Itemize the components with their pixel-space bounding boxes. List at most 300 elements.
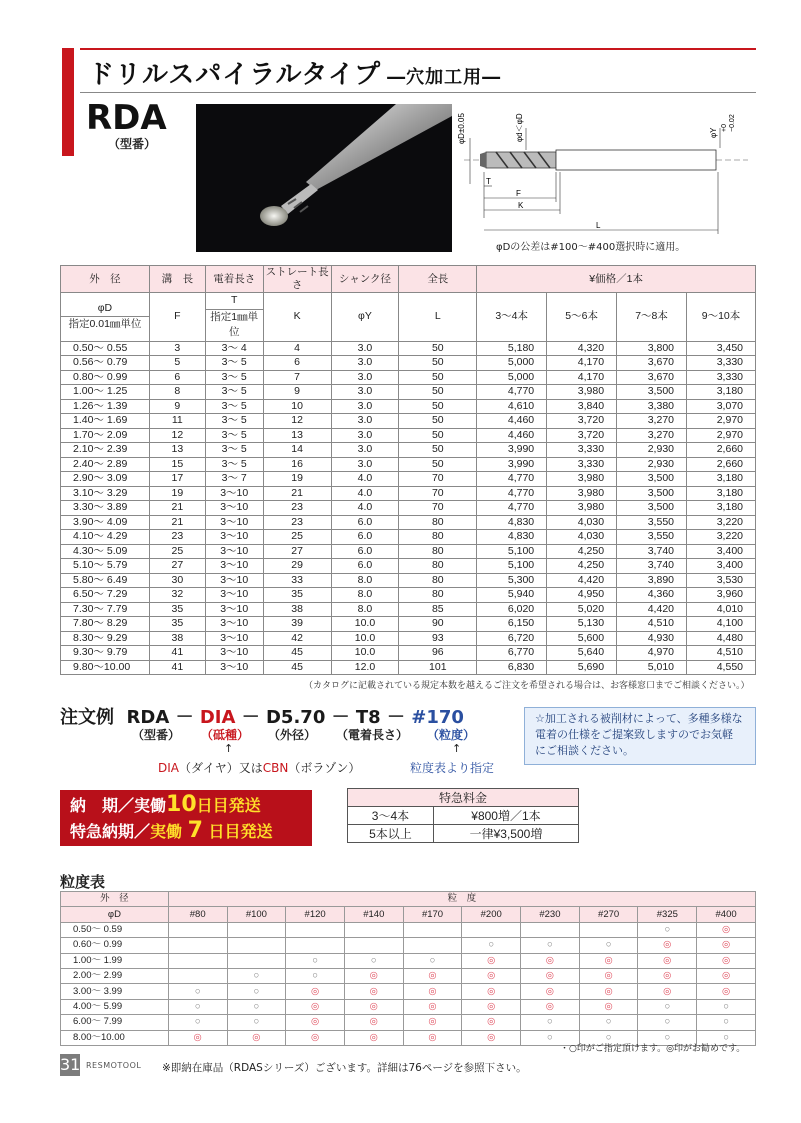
spec-cell: 6,770 <box>477 646 547 661</box>
spec-row <box>61 544 756 559</box>
order-grit: DIA <box>199 707 236 728</box>
spec-cell: 3.0 <box>331 399 399 414</box>
spec-cell: 23 <box>263 515 331 530</box>
spec-cell: 50 <box>399 457 477 472</box>
spec-cell: 4.10～ 4.29 <box>61 530 150 545</box>
dim-label-t: T <box>486 177 491 186</box>
grain-mark: ◎ <box>344 1015 403 1030</box>
grain-mark <box>462 922 521 937</box>
grain-mark: ○ <box>697 1030 756 1045</box>
th-L: L <box>399 293 477 342</box>
spec-cell: 50 <box>399 370 477 385</box>
grain-mark: ◎ <box>462 1015 521 1030</box>
grain-dia: 2.00～ 2.99 <box>61 968 169 983</box>
grit-arrow: ↑ <box>224 742 234 755</box>
spec-cell: 3～10 <box>205 544 263 559</box>
grain-th-grain: 粒 度 <box>168 892 755 907</box>
spec-cell: 3,330 <box>687 370 756 385</box>
spec-cell: 90 <box>399 617 477 632</box>
spec-cell: 3,800 <box>617 341 687 356</box>
spec-cell: 6 <box>263 356 331 371</box>
spec-cell: 3～10 <box>205 646 263 661</box>
top-rule <box>80 48 756 50</box>
grain-dia: 3.00～ 3.99 <box>61 984 169 999</box>
spec-cell: 1.26～ 1.39 <box>61 399 150 414</box>
spec-cell: 3.0 <box>331 414 399 429</box>
spec-cell: 6.0 <box>331 544 399 559</box>
spec-cell: 3.0 <box>331 428 399 443</box>
grain-mark <box>168 968 227 983</box>
spec-cell: 70 <box>399 501 477 516</box>
grain-th-mesh: #400 <box>697 907 756 922</box>
grain-mark <box>227 922 286 937</box>
spec-cell: 5,000 <box>477 370 547 385</box>
spec-cell: 3～10 <box>205 573 263 588</box>
spec-cell: 4.0 <box>331 472 399 487</box>
dim-label-y: φY <box>709 127 718 138</box>
spec-cell: 5,940 <box>477 588 547 603</box>
spec-cell: 3～ 5 <box>205 443 263 458</box>
grain-mark: ○ <box>579 938 638 953</box>
spec-cell: 101 <box>399 660 477 675</box>
th-plate: 電着長さ <box>205 266 263 293</box>
spec-row <box>61 385 756 400</box>
grain-mark: ○ <box>521 1015 580 1030</box>
spec-cell: 3～ 5 <box>205 414 263 429</box>
spec-cell: 3.90～ 4.09 <box>61 515 150 530</box>
grain-mark: ◎ <box>462 968 521 983</box>
dim-label-d-tol: φD±0.05 <box>457 113 466 144</box>
grain-mark: ○ <box>227 1015 286 1030</box>
spec-cell: 3,400 <box>687 544 756 559</box>
spec-cell: 2,660 <box>687 457 756 472</box>
spec-cell: 0.80～ 0.99 <box>61 370 150 385</box>
grain-row <box>61 984 756 999</box>
spec-cell: 80 <box>399 544 477 559</box>
dim-label-f: F <box>516 189 521 198</box>
grain-th-outer: 外 径 <box>61 892 169 907</box>
page-subtitle: ―穴加工用― <box>387 67 502 88</box>
grain-mark: ◎ <box>227 1030 286 1045</box>
grain-th-mesh: #270 <box>579 907 638 922</box>
grain-mark: ◎ <box>403 1030 462 1045</box>
spec-cell: 80 <box>399 573 477 588</box>
spec-cell: 3,720 <box>547 428 617 443</box>
spec-cell: 41 <box>149 660 205 675</box>
grain-mark <box>286 922 345 937</box>
spec-row <box>61 559 756 574</box>
order-limit-note: （カタログに記載されている規定本数を越えるご注文を希望される場合は、お客様窓口までご相談ください。） <box>304 681 750 691</box>
spec-row <box>61 399 756 414</box>
spec-cell: 4,420 <box>547 573 617 588</box>
spec-cell: 3,500 <box>617 486 687 501</box>
title-divider <box>80 92 756 93</box>
th-T: T 指定1㎜単位 <box>205 293 263 342</box>
spec-cell: 50 <box>399 399 477 414</box>
grain-mark <box>168 938 227 953</box>
grain-mark: ◎ <box>697 968 756 983</box>
grain-mark: ◎ <box>697 938 756 953</box>
spec-cell: 10.0 <box>331 617 399 632</box>
spec-cell: 3～10 <box>205 588 263 603</box>
grain-row <box>61 999 756 1014</box>
spec-cell: 6.50～ 7.29 <box>61 588 150 603</box>
grain-mark: ○ <box>638 1030 697 1045</box>
spec-cell: 3,400 <box>687 559 756 574</box>
grain-title: 粒度表 <box>60 873 106 891</box>
spec-cell: 2.40～ 2.89 <box>61 457 150 472</box>
order-mesh: #170 <box>411 707 464 728</box>
spec-cell: 3～ 5 <box>205 399 263 414</box>
spec-cell: 80 <box>399 559 477 574</box>
spec-cell: 3,980 <box>547 385 617 400</box>
dim-label-k: K <box>518 201 524 210</box>
spec-cell: 3.10～ 3.29 <box>61 486 150 501</box>
spec-cell: 10.0 <box>331 646 399 661</box>
spec-cell: 2.10～ 2.39 <box>61 443 150 458</box>
spec-row <box>61 370 756 385</box>
spec-cell: 50 <box>399 414 477 429</box>
spec-cell: 5,100 <box>477 559 547 574</box>
grain-mark: ○ <box>227 984 286 999</box>
spec-cell: 3,380 <box>617 399 687 414</box>
grain-mark: ◎ <box>403 999 462 1014</box>
spec-cell: 50 <box>399 428 477 443</box>
grain-mark: ◎ <box>521 999 580 1014</box>
spec-cell: 4.0 <box>331 486 399 501</box>
spec-cell: 5,100 <box>477 544 547 559</box>
th-shank: シャンク径 <box>331 266 399 293</box>
spec-cell: 80 <box>399 530 477 545</box>
spec-cell: 32 <box>149 588 205 603</box>
spec-cell: 3～10 <box>205 530 263 545</box>
spec-cell: 3,740 <box>617 544 687 559</box>
grain-table <box>60 891 756 1046</box>
grain-mark: ○ <box>638 999 697 1014</box>
spec-cell: 3,330 <box>687 356 756 371</box>
spec-cell: 6,830 <box>477 660 547 675</box>
spec-cell: 4,170 <box>547 370 617 385</box>
th-q1: 3～4本 <box>477 293 547 342</box>
spec-cell: 8.0 <box>331 573 399 588</box>
spec-cell: 2,660 <box>687 443 756 458</box>
mesh-note: 粒度表より指定 <box>410 761 495 775</box>
page-number: 31 <box>60 1055 81 1074</box>
grain-mark: ◎ <box>286 1015 345 1030</box>
th-q4: 9～10本 <box>687 293 756 342</box>
title-accent-bar <box>62 48 74 156</box>
model-code: RDA <box>86 98 167 138</box>
grain-mark <box>227 938 286 953</box>
spec-cell: 3,220 <box>687 515 756 530</box>
spec-row <box>61 588 756 603</box>
spec-cell: 35 <box>263 588 331 603</box>
spec-cell: 0.56～ 0.79 <box>61 356 150 371</box>
grain-row <box>61 922 756 937</box>
spec-cell: 6,720 <box>477 631 547 646</box>
spec-row <box>61 573 756 588</box>
spec-cell: 33 <box>263 573 331 588</box>
spec-cell: 4,480 <box>687 631 756 646</box>
th-phiY: φY <box>331 293 399 342</box>
spec-cell: 6,150 <box>477 617 547 632</box>
spec-cell: 23 <box>263 501 331 516</box>
spec-cell: 16 <box>263 457 331 472</box>
spec-cell: 3～ 5 <box>205 457 263 472</box>
spec-cell: 3,450 <box>687 341 756 356</box>
spec-cell: 4,830 <box>477 515 547 530</box>
grain-mark: ○ <box>344 953 403 968</box>
grain-dia: 0.50～ 0.59 <box>61 922 169 937</box>
spec-cell: 3～ 7 <box>205 472 263 487</box>
spec-cell: 50 <box>399 443 477 458</box>
spec-cell: 1.40～ 1.69 <box>61 414 150 429</box>
spec-cell: 42 <box>263 631 331 646</box>
spec-cell: 4,030 <box>547 515 617 530</box>
spec-cell: 4,460 <box>477 414 547 429</box>
spec-cell: 4.30～ 5.09 <box>61 544 150 559</box>
dim-label-y-plus: +0 <box>721 124 728 132</box>
grain-mark: ○ <box>579 1015 638 1030</box>
th-unitD: 指定0.01㎜単位 <box>61 316 149 333</box>
spec-cell: 3,330 <box>547 443 617 458</box>
spec-cell: 45 <box>263 646 331 661</box>
spec-cell: 45 <box>263 660 331 675</box>
spec-row <box>61 646 756 661</box>
grain-mark: ◎ <box>521 968 580 983</box>
grain-mark: ◎ <box>638 968 697 983</box>
spec-cell: 35 <box>149 602 205 617</box>
spec-cell: 4,010 <box>687 602 756 617</box>
grit-note: DIA（ダイヤ）又はCBN（ボラゾン） <box>158 761 361 775</box>
spec-cell: 6.0 <box>331 530 399 545</box>
grain-mark: ◎ <box>638 938 697 953</box>
grain-th-mesh: #80 <box>168 907 227 922</box>
grain-mark: ◎ <box>168 1030 227 1045</box>
grain-th-mesh: #120 <box>286 907 345 922</box>
spec-cell: 8.0 <box>331 602 399 617</box>
grain-mark: ◎ <box>286 1030 345 1045</box>
spec-cell: 3,180 <box>687 472 756 487</box>
spec-row <box>61 515 756 530</box>
grain-dia: 6.00～ 7.99 <box>61 1015 169 1030</box>
spec-cell: 15 <box>149 457 205 472</box>
spec-cell: 4,510 <box>617 617 687 632</box>
spec-cell: 5,640 <box>547 646 617 661</box>
spec-row <box>61 602 756 617</box>
spec-cell: 80 <box>399 515 477 530</box>
spec-cell: 3,270 <box>617 414 687 429</box>
spec-cell: 4,950 <box>547 588 617 603</box>
grain-mark: ◎ <box>697 953 756 968</box>
spec-cell: 3,670 <box>617 356 687 371</box>
grain-mark: ◎ <box>521 953 580 968</box>
spec-row <box>61 457 756 472</box>
spec-cell: 0.50～ 0.55 <box>61 341 150 356</box>
spec-cell: 35 <box>149 617 205 632</box>
spec-cell: 8.30～ 9.29 <box>61 631 150 646</box>
spec-cell: 4,770 <box>477 385 547 400</box>
grain-mark: ○ <box>697 1015 756 1030</box>
grain-mark <box>521 922 580 937</box>
spec-cell: 4,100 <box>687 617 756 632</box>
grain-mark: ◎ <box>462 1030 521 1045</box>
spec-cell: 3,720 <box>547 414 617 429</box>
grain-mark: ○ <box>521 938 580 953</box>
spec-row <box>61 530 756 545</box>
advice-box: ☆加工される被削材によって、多種多様な 電着の仕様をご提案致しますのでお気軽 にご相談ください。 <box>524 707 756 765</box>
grain-mark: ○ <box>168 999 227 1014</box>
spec-cell: 4,770 <box>477 472 547 487</box>
spec-cell: 3,980 <box>547 472 617 487</box>
spec-cell: 6.0 <box>331 559 399 574</box>
spec-cell: 13 <box>149 443 205 458</box>
grain-mark: ◎ <box>344 1030 403 1045</box>
spec-cell: 80 <box>399 588 477 603</box>
spec-cell: 2,930 <box>617 443 687 458</box>
grain-mark <box>403 922 462 937</box>
grain-mark: ○ <box>638 1015 697 1030</box>
grain-mark: ○ <box>521 1030 580 1045</box>
grain-th-mesh: #170 <box>403 907 462 922</box>
model-sub-label: （型番） <box>108 137 157 151</box>
spec-cell: 3,550 <box>617 515 687 530</box>
grain-mark: ○ <box>168 984 227 999</box>
spec-cell: 2,970 <box>687 414 756 429</box>
spec-cell: 27 <box>149 559 205 574</box>
order-example: 注文例 RDA － DIA － D5.70 － T8 － #170 <box>60 707 464 728</box>
spec-cell: 5,600 <box>547 631 617 646</box>
page-title: ドリルスパイラルタイプ ―穴加工用― <box>88 60 502 90</box>
spec-cell: 3,220 <box>687 530 756 545</box>
grain-mark: ○ <box>579 1030 638 1045</box>
spec-cell: 3～ 5 <box>205 428 263 443</box>
spec-cell: 7 <box>263 370 331 385</box>
th-q2: 5～6本 <box>547 293 617 342</box>
spec-cell: 12.0 <box>331 660 399 675</box>
spec-cell: 29 <box>263 559 331 574</box>
spec-cell: 3,180 <box>687 486 756 501</box>
spec-cell: 9.30～ 9.79 <box>61 646 150 661</box>
grain-mark: ◎ <box>638 984 697 999</box>
stock-note: ※即納在庫品（RDASシリーズ）ございます。詳細は76ページを参照下さい。 <box>162 1062 527 1074</box>
grain-mark: ○ <box>403 953 462 968</box>
grain-mark: ◎ <box>344 999 403 1014</box>
spec-cell: 4,360 <box>617 588 687 603</box>
product-photo <box>196 104 452 252</box>
th-unitT: 指定1㎜単位 <box>206 309 263 341</box>
spec-cell: 3.0 <box>331 356 399 371</box>
spec-cell: 3～10 <box>205 486 263 501</box>
grain-mark: ◎ <box>579 968 638 983</box>
grain-mark: ○ <box>697 999 756 1014</box>
spec-cell: 21 <box>149 501 205 516</box>
grain-mark <box>168 953 227 968</box>
grain-th-phiD: φD <box>61 907 169 922</box>
spec-cell: 3,990 <box>477 457 547 472</box>
spec-cell: 4,320 <box>547 341 617 356</box>
spec-cell: 3 <box>149 341 205 356</box>
spec-cell: 3～10 <box>205 631 263 646</box>
spec-row <box>61 501 756 516</box>
spec-cell: 19 <box>263 472 331 487</box>
mesh-arrow: ↑ <box>452 742 462 755</box>
grain-mark: ○ <box>638 922 697 937</box>
order-label-dia: （外径） <box>268 728 317 742</box>
spec-cell: 9 <box>149 399 205 414</box>
grain-mark: ◎ <box>403 984 462 999</box>
spec-row <box>61 472 756 487</box>
spec-cell: 6.0 <box>331 515 399 530</box>
spec-cell: 3～ 5 <box>205 356 263 371</box>
spec-cell: 70 <box>399 472 477 487</box>
spec-cell: 25 <box>149 544 205 559</box>
grain-dia: 0.60～ 0.99 <box>61 938 169 953</box>
spec-cell: 3,990 <box>477 443 547 458</box>
spec-cell: 2,930 <box>617 457 687 472</box>
spec-cell: 96 <box>399 646 477 661</box>
th-outer: 外 径 <box>61 266 150 293</box>
spec-cell: 5,130 <box>547 617 617 632</box>
spec-cell: 5,000 <box>477 356 547 371</box>
spec-row <box>61 660 756 675</box>
th-K: K <box>263 293 331 342</box>
grain-th-mesh: #200 <box>462 907 521 922</box>
spec-cell: 3,890 <box>617 573 687 588</box>
spec-cell: 27 <box>263 544 331 559</box>
grain-mark: ◎ <box>697 922 756 937</box>
spec-cell: 3,840 <box>547 399 617 414</box>
spec-row <box>61 617 756 632</box>
th-flute: 溝 長 <box>149 266 205 293</box>
spec-cell: 4,170 <box>547 356 617 371</box>
spec-cell: 10.0 <box>331 631 399 646</box>
brand-name: RESMOTOOL <box>86 1061 142 1070</box>
grain-mark <box>168 922 227 937</box>
th-F: F <box>149 293 205 342</box>
spec-cell: 8 <box>149 385 205 400</box>
spec-cell: 11 <box>149 414 205 429</box>
spec-row <box>61 486 756 501</box>
spec-cell: 3,180 <box>687 501 756 516</box>
grain-mark <box>403 938 462 953</box>
spec-cell: 9 <box>263 385 331 400</box>
grain-row <box>61 953 756 968</box>
dim-label-y-minus: −0.02 <box>729 114 736 132</box>
spec-cell: 7.30～ 7.79 <box>61 602 150 617</box>
grain-mark: ○ <box>286 953 345 968</box>
spec-cell: 4,250 <box>547 559 617 574</box>
grain-mark: ○ <box>286 968 345 983</box>
dimension-diagram <box>456 98 756 238</box>
tolerance-note: φDの公差は#100～#400選択時に適用。 <box>496 242 686 253</box>
grain-mark: ○ <box>462 938 521 953</box>
spec-cell: 3,980 <box>547 486 617 501</box>
spec-cell: 3～10 <box>205 515 263 530</box>
spec-cell: 3.0 <box>331 457 399 472</box>
spec-cell: 21 <box>149 515 205 530</box>
spec-cell: 17 <box>149 472 205 487</box>
grain-dia: 1.00～ 1.99 <box>61 953 169 968</box>
spec-cell: 5,180 <box>477 341 547 356</box>
grain-mark: ◎ <box>344 984 403 999</box>
spec-cell: 3.0 <box>331 341 399 356</box>
grain-mark <box>344 938 403 953</box>
spec-cell: 5,010 <box>617 660 687 675</box>
spec-cell: 85 <box>399 602 477 617</box>
spec-cell: 4,550 <box>687 660 756 675</box>
spec-cell: 3～ 5 <box>205 370 263 385</box>
